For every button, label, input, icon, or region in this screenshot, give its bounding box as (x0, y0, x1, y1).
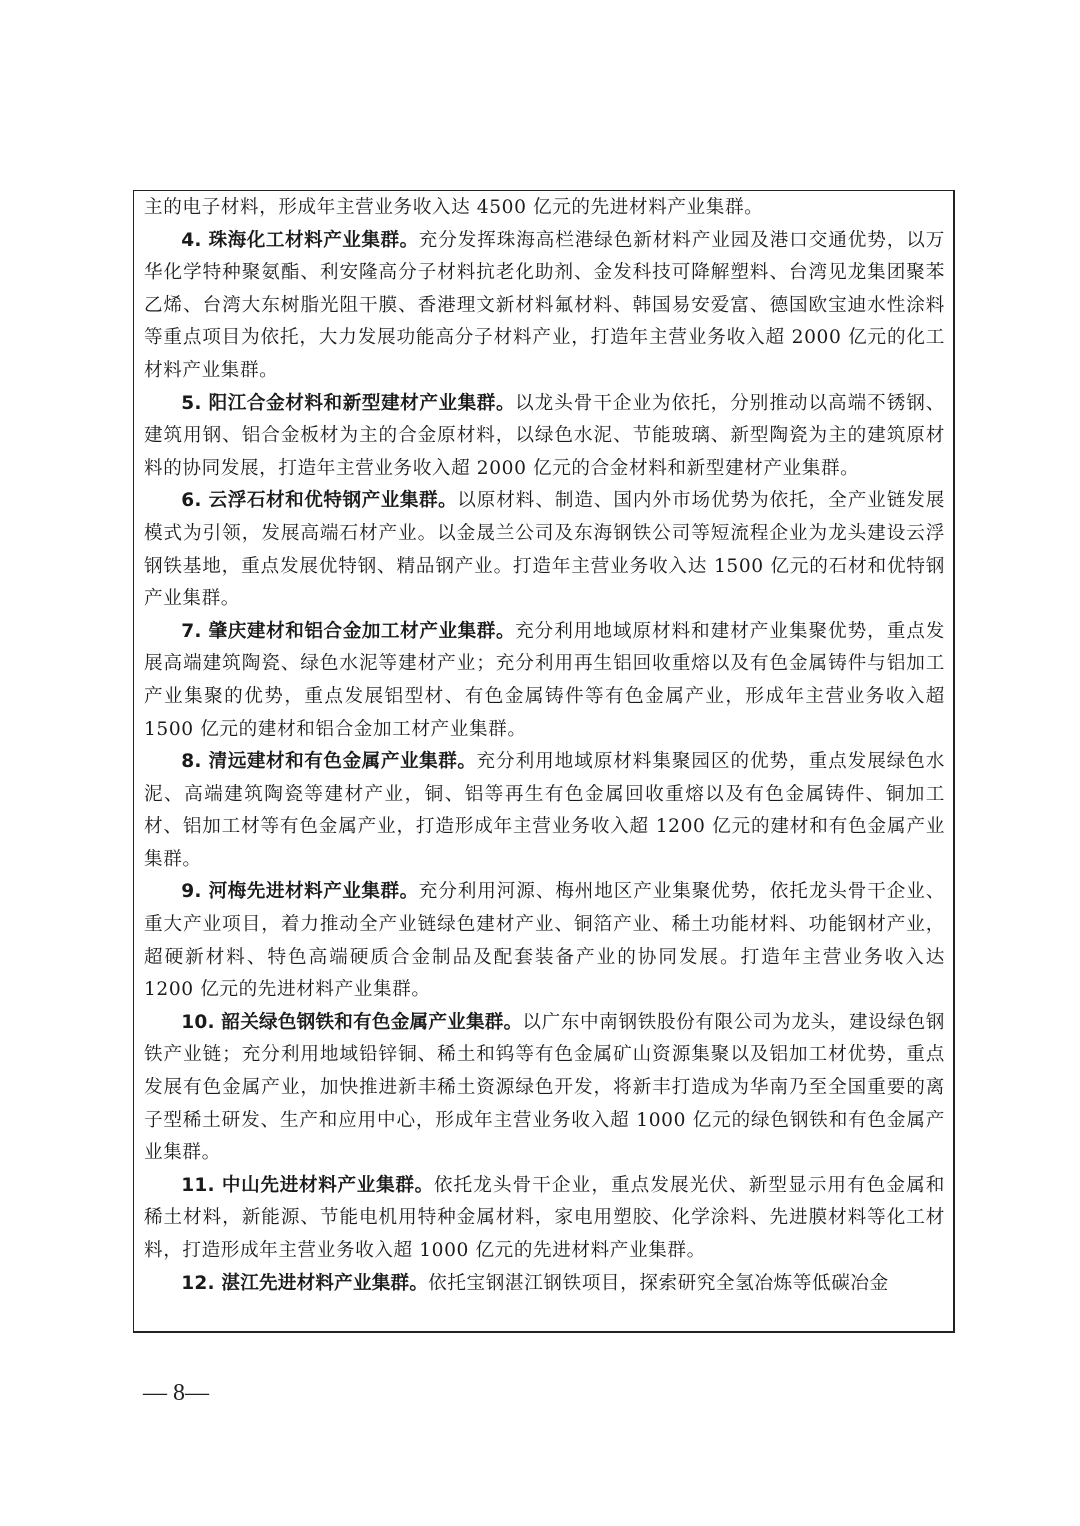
cluster-title-12: 12. 湛江先进材料产业集群。 (181, 1272, 429, 1294)
cluster-paragraph-6 (144, 485, 945, 615)
cluster-paragraph-11 (144, 1170, 945, 1268)
cluster-title-4: 4. 珠海化工材料产业集群。 (181, 229, 419, 251)
cluster-body-5: 以龙头骨干企业为依托，分别推动以高端不锈钢、建筑用钢、铝合金板材为主的合金原材料，以绿色水泥、节能玻璃、新型陶瓷为主的建筑原材料的协同发展，打造年主营业务收入超 2000 亿元的合金材料和新型建材产业集群。 (144, 392, 945, 479)
cluster-paragraph-8 (144, 746, 945, 876)
cluster-body-9: 充分利用河源、梅州地区产业集聚优势，依托龙头骨干企业、重大产业项目，着力推动全产业链绿色建材产业、铜箔产业、稀土功能材料、功能钢材产业，超硬新材料、特色高端硬质合金制品及配套装备产业的协同发展。打造年主营业务收入达 1200 亿元的先进材料产业集群。 (144, 881, 946, 1001)
cluster-body-7: 充分利用地域原材料和建材产业集聚优势，重点发展高端建筑陶瓷、绿色水泥等建材产业；充分利用再生铝回收重熔以及有色金属铸件与铝加工产业集聚的优势，重点发展铝型材、有色金属铸件等有色金属产业，形成年主营业务收入超 1500 亿元的建材和铝合金加工材产业集群。 (144, 620, 945, 740)
cluster-paragraph-5 (144, 388, 945, 486)
cluster-title-7: 7. 肇庆建材和铝合金加工材产业集群。 (181, 620, 516, 642)
cluster-title-10: 10. 韶关绿色钢铁和有色金属产业集群。 (181, 1011, 523, 1033)
cluster-paragraph-10 (144, 1007, 945, 1170)
cluster-body-8: 充分利用地域原材料集聚园区的优势，重点发展绿色水泥、高端建筑陶瓷等建材产业，铜、铝等再生有色金属回收重熔以及有色金属铸件、铜加工材、铝加工材等有色金属产业，打造形成年主营业务收入超 1200 亿元的建材和有色金属产业集群。 (144, 751, 946, 870)
cluster-title-8: 8. 清远建材和有色金属产业集群。 (181, 751, 477, 773)
cluster-title-5: 5. 阳江合金材料和新型建材产业集群。 (181, 392, 516, 414)
cluster-paragraph-12 (144, 1268, 945, 1301)
cluster-title-9: 9. 河梅先进材料产业集群。 (181, 881, 419, 903)
cluster-title-6: 6. 云浮石材和优特钢产业集群。 (181, 490, 458, 512)
document-body (144, 192, 945, 1300)
cluster-title-11: 11. 中山先进材料产业集群。 (181, 1174, 434, 1196)
cluster-body-11: 依托龙头骨干企业，重点发展光伏、新型显示用有色金属和稀土材料，新能源、节能电机用特种金属材料，家电用塑胶、化学涂料、先进膜材料等化工材料，打造形成年主营业务收入超 1000 亿元的先进材料产业集群。 (144, 1174, 945, 1261)
cluster-body-6: 以原材料、制造、国内外市场优势为依托，全产业链发展模式为引领，发展高端石材产业。以金晟兰公司及东海钢铁公司等短流程企业为龙头建设云浮钢铁基地，重点发展优特钢、精品钢产业。打造年主营业务收入达 1500 亿元的石材和优特钢产业集群。 (144, 490, 945, 610)
cluster-body-10: 以广东中南钢铁股份有限公司为龙头，建设绿色钢铁产业链；充分利用地域铅锌铜、稀土和钨等有色金属矿山资源集聚以及铝加工材优势，重点发展有色金属产业，加快推进新丰稀土资源绿色开发，将新丰打造成为华南乃至全国重要的离子型稀土研发、生产和应用中心，形成年主营业务收入超 1000 亿元的绿色钢铁和有色金属产业集群。 (144, 1011, 945, 1164)
cluster-body-12: 依托宝钢湛江钢铁项目，探索研究全氢冶炼等低碳冶金 (428, 1272, 889, 1294)
continuation-paragraph: 主的电子材料，形成年主营业务收入达 4500 亿元的先进材料产业集群。 (144, 197, 764, 218)
content-frame (133, 190, 955, 1333)
page-number: — 8— (143, 1380, 209, 1406)
cluster-body-4: 充分发挥珠海高栏港绿色新材料产业园及港口交通优势，以万华化学特种聚氨酯、利安隆高分子材料抗老化助剂、金发科技可降解塑料、台湾见龙集团聚苯乙烯、台湾大东树脂光阻干膜、香港理文新材料氟材料、韩国易安爱富、德国欧宝迪水性涂料等重点项目为依托，大力发展功能高分子材料产业，打造年主营业务收入超 2000 亿元的化工材料产业集群。 (144, 229, 946, 381)
cluster-paragraph-4 (144, 225, 945, 388)
cluster-paragraph-9 (144, 876, 945, 1006)
cluster-paragraph-7 (144, 616, 945, 746)
